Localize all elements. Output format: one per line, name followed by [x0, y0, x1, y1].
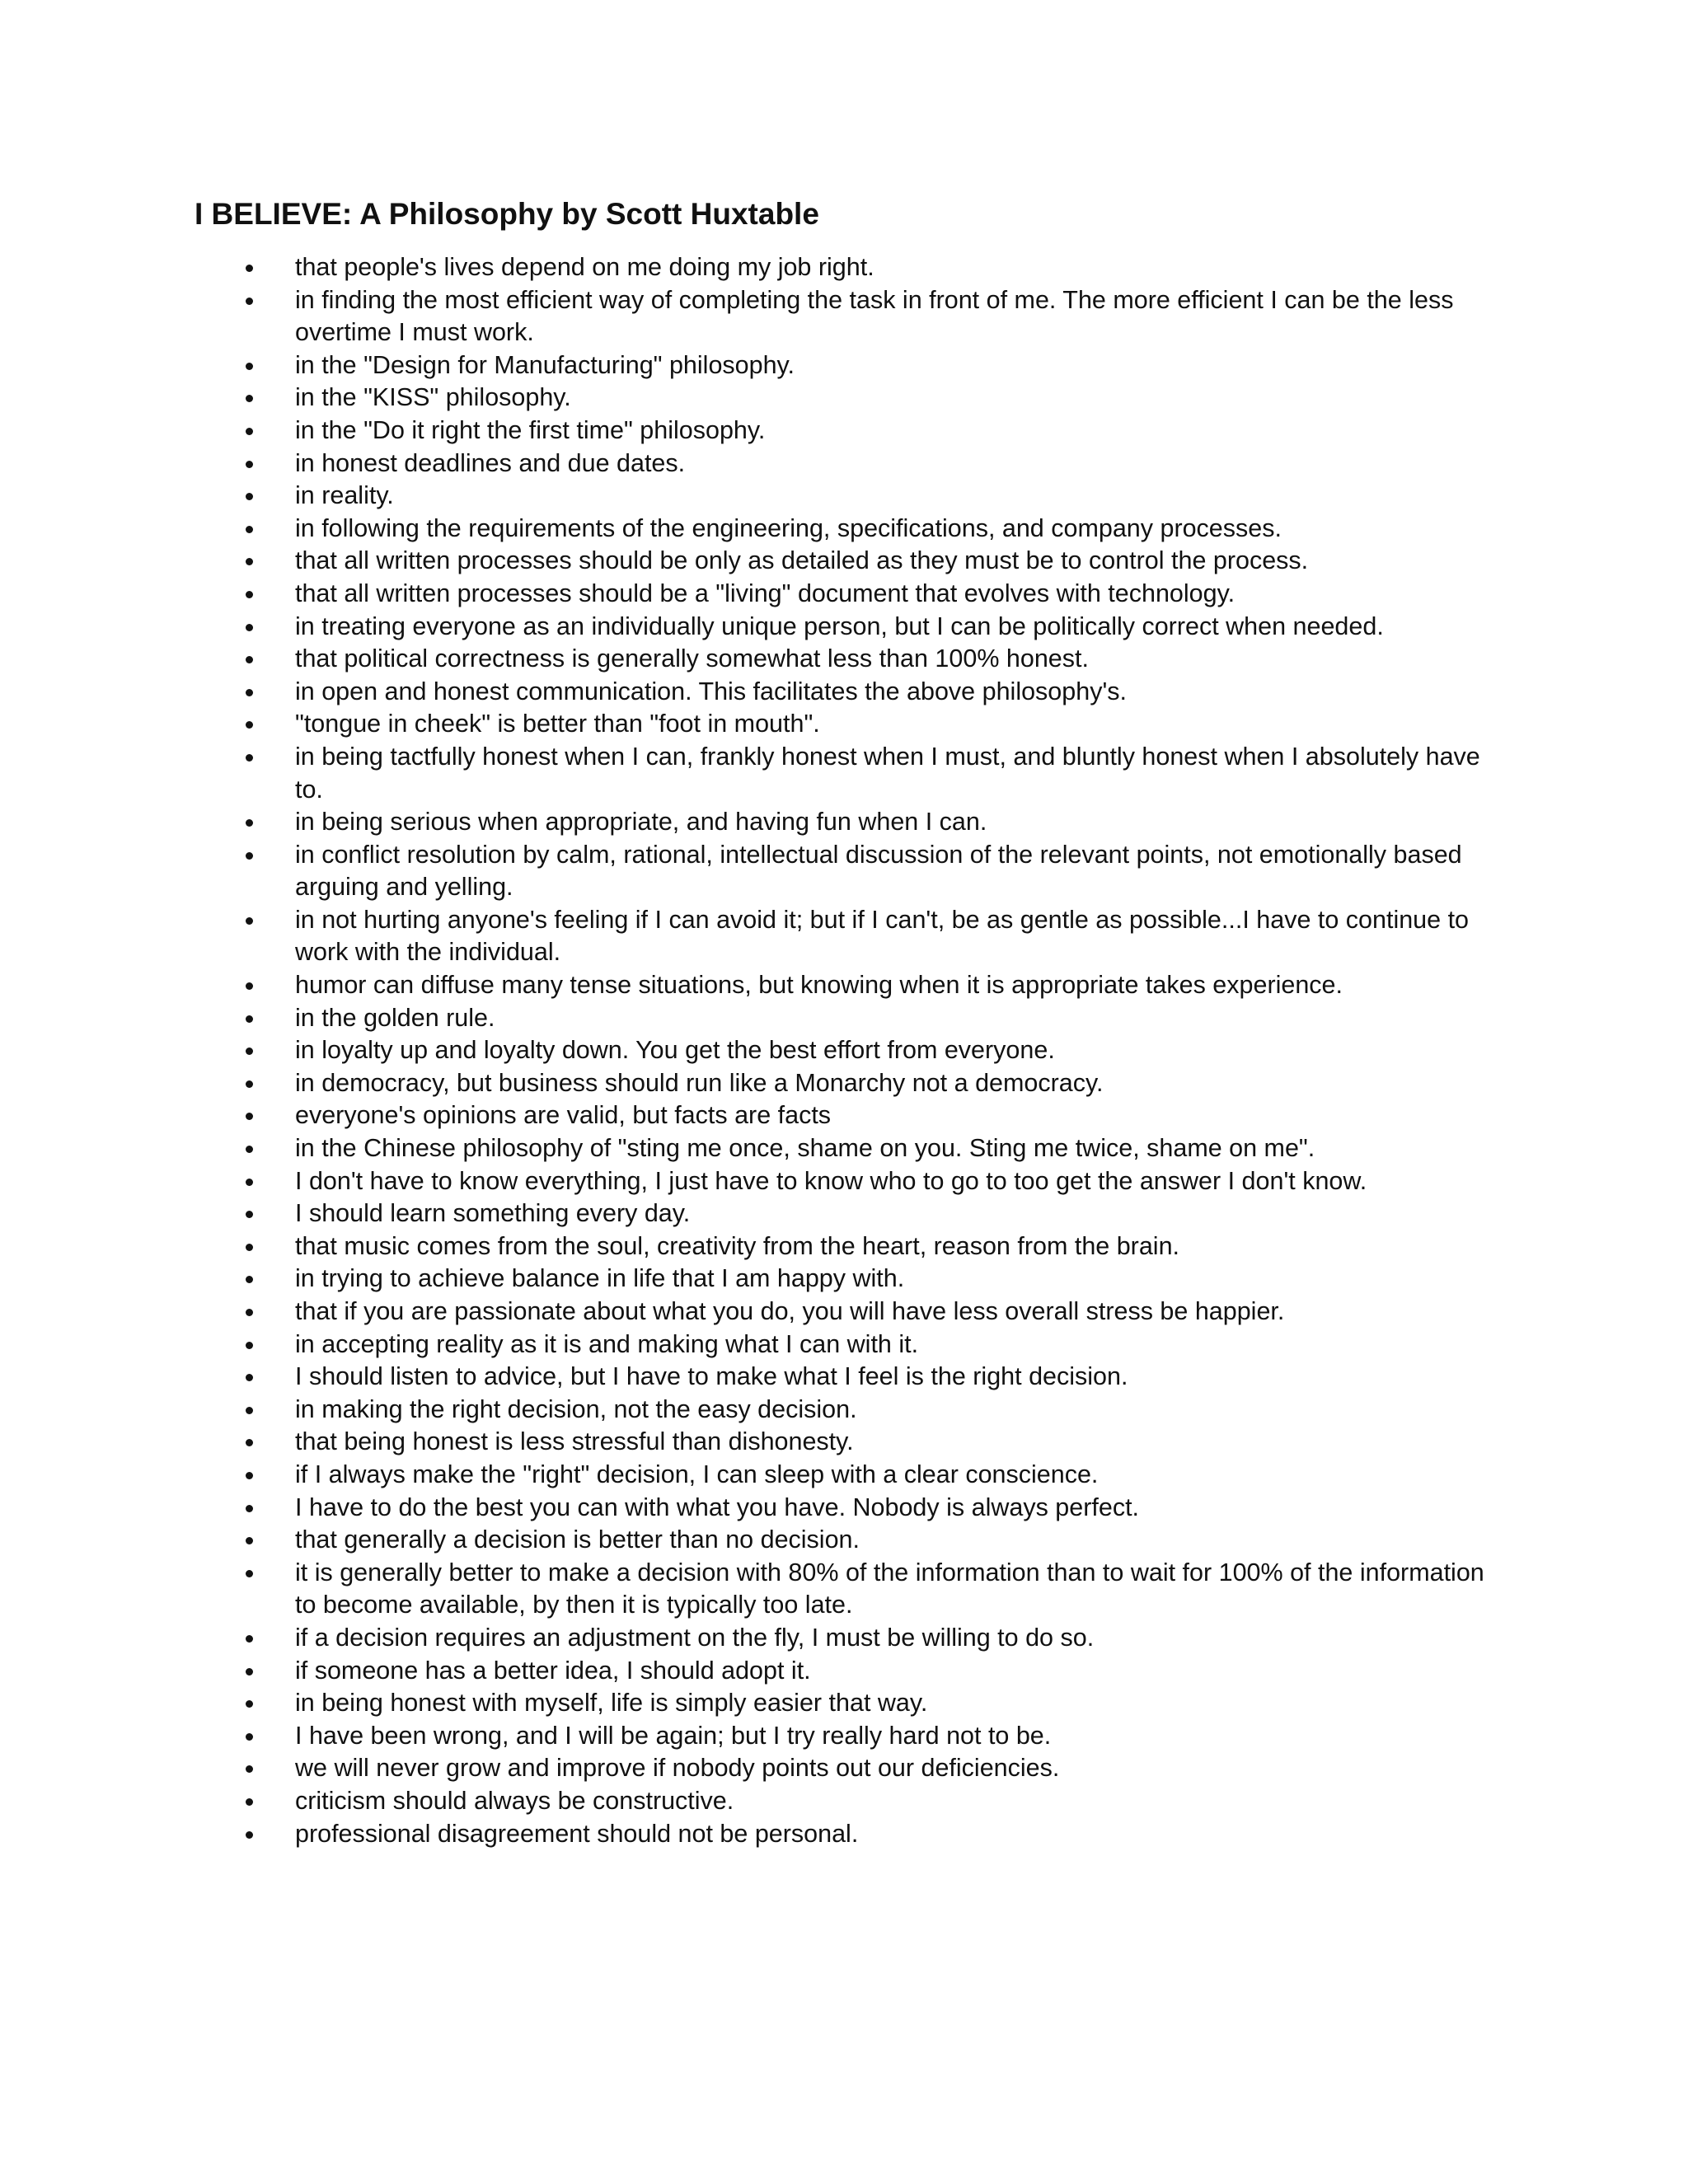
list-item [0, 611, 1490, 644]
list-item [0, 1002, 1490, 1035]
bullet-icon [246, 1047, 253, 1055]
bullet-icon [246, 298, 253, 305]
bullet-icon [246, 721, 253, 729]
list-item [0, 904, 1490, 969]
bullet-icon [246, 1309, 253, 1316]
belief-list [0, 251, 1688, 1850]
bullet-icon [246, 689, 253, 696]
list-item-text: in making the right decision, not the easy decision. [295, 1394, 857, 1423]
list-item [0, 1524, 1490, 1557]
list-item-text: in finding the most efficient way of completing the task in front of me. The more efficient I can be the less overtime I must work. [295, 285, 1454, 347]
list-item [0, 1034, 1490, 1067]
list-item [0, 545, 1490, 578]
list-item [0, 741, 1490, 806]
list-item [0, 969, 1490, 1002]
list-item-text: in reality. [295, 481, 394, 510]
list-item-text: that generally a decision is better than no decision. [295, 1526, 860, 1554]
bullet-icon [246, 1342, 253, 1349]
list-item [0, 708, 1490, 741]
list-item [0, 1197, 1490, 1230]
list-item [0, 480, 1490, 513]
bullet-icon [246, 461, 253, 468]
bullet-icon [246, 1407, 253, 1414]
list-item-text: that all written processes should be only as detailed as they must be to control the process. [295, 546, 1309, 575]
bullet-icon [246, 1700, 253, 1708]
list-item [0, 1426, 1490, 1459]
bullet-icon [246, 493, 253, 500]
bullet-icon [246, 1765, 253, 1773]
list-item [0, 415, 1490, 448]
list-item [0, 1818, 1490, 1851]
list-item-text: in conflict resolution by calm, rational, intellectual discussion of the relevant points, not emotionally based arguing and yelling. [295, 840, 1462, 902]
list-item-text: in the Chinese philosophy of "sting me once, shame on you. Sting me twice, shame on me". [295, 1134, 1315, 1163]
bullet-icon [246, 1276, 253, 1283]
list-item [0, 1655, 1490, 1688]
bullet-icon [246, 1146, 253, 1153]
list-item-text: I have to do the best you can with what you have. Nobody is always perfect. [295, 1493, 1140, 1521]
bullet-icon [246, 265, 253, 272]
list-item [0, 1622, 1490, 1655]
bullet-icon [246, 1080, 253, 1088]
list-item [0, 513, 1490, 546]
bullet-icon [246, 1179, 253, 1186]
list-item-text: that being honest is less stressful than dishonesty. [295, 1427, 854, 1456]
list-item [0, 1687, 1490, 1720]
list-item-text: in the "KISS" philosophy. [295, 383, 571, 412]
list-item [0, 676, 1490, 709]
bullet-icon [246, 395, 253, 402]
list-item-text: in not hurting anyone's feeling if I can avoid it; but if I can't, be as gentle as possible...I have to continue to work with the individual. [295, 905, 1470, 967]
list-item-text: professional disagreement should not be personal. [295, 1819, 859, 1848]
list-item [0, 1296, 1490, 1329]
bullet-icon [246, 1244, 253, 1251]
bullet-icon [246, 428, 253, 435]
list-item [0, 1492, 1490, 1525]
list-item-text: I should listen to advice, but I have to make what I feel is the right decision. [295, 1362, 1128, 1391]
list-item-text: that if you are passionate about what you do, you will have less overall stress be happier. [295, 1297, 1285, 1325]
list-item [0, 1067, 1490, 1100]
bullet-icon [246, 1668, 253, 1675]
list-item-text: in open and honest communication. This facilitates the above philosophy's. [295, 677, 1127, 705]
list-item-text: in democracy, but business should run like a Monarchy not a democracy. [295, 1068, 1104, 1097]
bullet-icon [246, 1211, 253, 1218]
bullet-icon [246, 1733, 253, 1741]
list-item [0, 1459, 1490, 1492]
list-item-text: humor can diffuse many tense situations, but knowing when it is appropriate takes experience. [295, 971, 1343, 1000]
bullet-icon [246, 1113, 253, 1120]
bullet-icon [246, 754, 253, 762]
list-item [0, 839, 1490, 904]
list-item [0, 1230, 1490, 1263]
bullet-icon [246, 982, 253, 990]
list-item [0, 1720, 1490, 1753]
list-item [0, 1329, 1490, 1361]
list-item-text: in being honest with myself, life is simply easier that way. [295, 1689, 928, 1718]
bullet-icon [246, 1439, 253, 1446]
list-item [0, 1132, 1490, 1165]
list-item [0, 643, 1490, 676]
bullet-icon [246, 1635, 253, 1643]
list-item-text: that music comes from the soul, creativity from the heart, reason from the brain. [295, 1231, 1180, 1260]
bullet-icon [246, 852, 253, 860]
list-item [0, 1752, 1490, 1785]
bullet-icon [246, 656, 253, 663]
list-item-text: we will never grow and improve if nobody points out our deficiencies. [295, 1754, 1060, 1783]
page-title: I BELIEVE: A Philosophy by Scott Huxtable [195, 197, 819, 231]
bullet-icon [246, 591, 253, 598]
list-item [0, 284, 1490, 349]
list-item [0, 448, 1490, 480]
list-item-text: I don't have to know everything, I just have to know who to go to too get the answer I don't know. [295, 1166, 1367, 1195]
list-item [0, 806, 1490, 839]
list-item-text: that political correctness is generally somewhat less than 100% honest. [295, 644, 1089, 673]
list-item-text: if I always make the "right" decision, I can sleep with a clear conscience. [295, 1460, 1099, 1488]
bullet-icon [246, 1570, 253, 1577]
bullet-icon [246, 1798, 253, 1806]
bullet-icon [246, 1374, 253, 1381]
list-item-text: everyone's opinions are valid, but facts are facts [295, 1101, 832, 1130]
list-item-text: it is generally better to make a decision with 80% of the information than to wait for 100% of the information to become available, by then it is typically too late. [295, 1558, 1484, 1619]
bullet-icon [246, 363, 253, 370]
list-item [0, 1361, 1490, 1394]
list-item [0, 349, 1490, 382]
bullet-icon [246, 1537, 253, 1544]
list-item-text: I should learn something every day. [295, 1199, 691, 1228]
bullet-icon [246, 558, 253, 565]
bullet-icon [246, 917, 253, 925]
list-item-text: that people's lives depend on me doing my job right. [295, 253, 874, 281]
bullet-icon [246, 819, 253, 827]
list-item-text: "tongue in cheek" is better than "foot in mouth". [295, 710, 820, 738]
list-item-text: if someone has a better idea, I should adopt it. [295, 1656, 811, 1685]
list-item [0, 382, 1490, 415]
list-item-text: in honest deadlines and due dates. [295, 448, 686, 477]
bullet-icon [246, 1831, 253, 1839]
bullet-icon [246, 526, 253, 533]
bullet-icon [246, 1015, 253, 1023]
list-item-text: in treating everyone as an individually unique person, but I can be politically correct when needed. [295, 612, 1384, 640]
list-item [0, 1099, 1490, 1132]
bullet-icon [246, 1505, 253, 1512]
list-item [0, 1165, 1490, 1198]
list-item [0, 578, 1490, 611]
list-item-text: in accepting reality as it is and making what I can with it. [295, 1329, 919, 1358]
list-item-text: in the "Design for Manufacturing" philosophy. [295, 350, 795, 379]
list-item [0, 1557, 1490, 1622]
list-item [0, 1785, 1490, 1818]
bullet-icon [246, 624, 253, 631]
list-item-text: in being tactfully honest when I can, frankly honest when I must, and bluntly honest when I absolutely have to. [295, 742, 1480, 804]
list-item-text: I have been wrong, and I will be again; but I try really hard not to be. [295, 1721, 1052, 1750]
list-item-text: in loyalty up and loyalty down. You get the best effort from everyone. [295, 1036, 1055, 1065]
list-item-text: in the "Do it right the first time" philosophy. [295, 415, 766, 444]
list-item [0, 251, 1490, 284]
list-item-text: criticism should always be constructive. [295, 1786, 734, 1815]
list-item-text: in the golden rule. [295, 1003, 495, 1032]
list-item [0, 1394, 1490, 1427]
list-item-text: in following the requirements of the engineering, specifications, and company processes. [295, 513, 1282, 542]
list-item-text: if a decision requires an adjustment on the fly, I must be willing to do so. [295, 1623, 1095, 1652]
bullet-icon [246, 1472, 253, 1479]
list-item-text: in trying to achieve balance in life that I am happy with. [295, 1264, 905, 1293]
list-item [0, 1263, 1490, 1296]
list-item-text: in being serious when appropriate, and having fun when I can. [295, 808, 987, 837]
list-item-text: that all written processes should be a "living" document that evolves with technology. [295, 579, 1236, 607]
